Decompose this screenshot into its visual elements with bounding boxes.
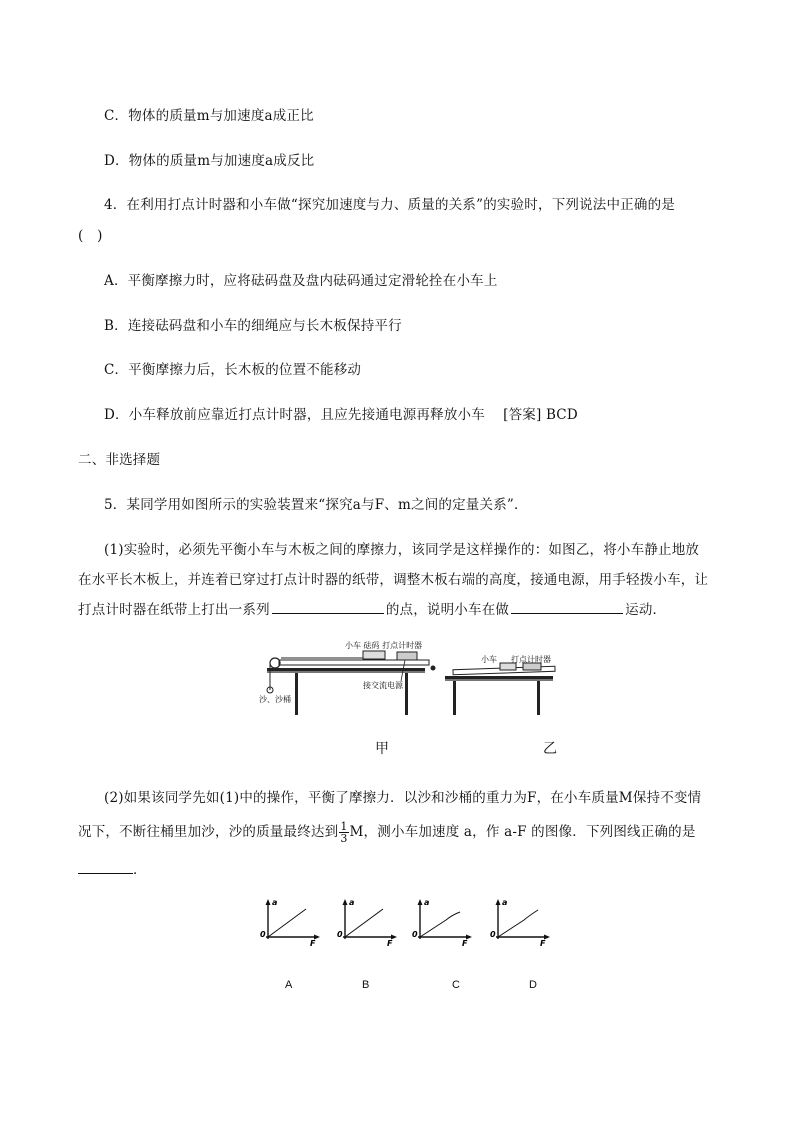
q5-part1-line3 xyxy=(78,598,666,618)
option-label-b: B xyxy=(362,979,370,991)
y-axis-label: a xyxy=(272,898,278,907)
y-axis-arrow xyxy=(266,899,271,905)
q5-part2-line3 xyxy=(78,858,147,878)
q4-option-a: A．平衡摩擦力时，应将砝码盘及盘内砝码通过定滑轮拴在小车上 xyxy=(104,273,498,289)
fraction-denominator: 3 xyxy=(340,832,348,845)
option-label-d: D xyxy=(529,979,537,991)
y-axis-arrow xyxy=(343,899,348,905)
answer-blank[interactable] xyxy=(272,601,384,614)
q3-option-c: C．物体的质量m与加速度a成正比 xyxy=(104,108,314,124)
x-axis-label: F xyxy=(310,939,316,948)
label-cart: 小车 xyxy=(481,655,497,664)
graph-option-c xyxy=(412,898,472,948)
q4-stem: 4．在利用打点计时器和小车做“探究加速度与力、质量的关系”的实验时，下列说法中正确的是 xyxy=(104,197,675,213)
answer-blank[interactable] xyxy=(78,861,133,874)
y-axis-label: a xyxy=(424,898,430,907)
label-sand-bucket: 沙、沙桶 xyxy=(259,695,291,704)
graph-option-b xyxy=(337,898,397,948)
y-axis-arrow xyxy=(496,899,501,905)
label-cart-weight-timer: 小车 砝码 打点计时器 xyxy=(345,641,423,650)
y-axis-label: a xyxy=(349,898,355,907)
y-axis-label: a xyxy=(502,898,508,907)
x-axis-label: F xyxy=(387,939,393,948)
text: 的点，说明小车在做 xyxy=(385,602,510,618)
graph-curve xyxy=(268,909,306,937)
origin-label: 0 xyxy=(412,930,418,939)
origin-label: 0 xyxy=(490,930,496,939)
q4-paren: ( ) xyxy=(78,228,103,244)
origin-label: 0 xyxy=(337,930,343,939)
q5-part1-line2: 在水平长木板上，并连着已穿过打点计时器的纸带，调整木板右端的高度，接通电源，用手轻拨小车，让 xyxy=(78,572,709,588)
caption-yi: 乙 xyxy=(543,741,557,757)
fraction-numerator: 1 xyxy=(340,820,348,833)
label-timer: 打点计时器 xyxy=(511,655,551,664)
q4-option-c: C．平衡摩擦力后，长木板的位置不能移动 xyxy=(104,362,362,378)
graph-option-a xyxy=(260,898,320,948)
q5-part2-line2 xyxy=(78,820,696,844)
option-label-a: A xyxy=(285,979,293,991)
text: ． xyxy=(133,862,147,878)
q4-option-d: D．小车释放前应靠近打点计时器，且应先接通电源再释放小车 [答案] BCD xyxy=(104,407,578,423)
q3-option-d: D．物体的质量m与加速度a成反比 xyxy=(104,153,315,169)
caption-jia: 甲 xyxy=(375,741,389,757)
text: 打点计时器在纸带上打出一系列 xyxy=(78,602,270,618)
q5-stem: 5．某同学用如图所示的实验装置来“探究a与F、m之间的定量关系”． xyxy=(104,497,528,513)
y-axis-arrow xyxy=(418,899,423,905)
fraction xyxy=(339,821,348,844)
q5-part2-line1: (2)如果该同学先如(1)中的操作，平衡了摩擦力．以沙和沙桶的重力为F，在小车质量M保持不变情 xyxy=(104,790,702,806)
q4-option-b: B．连接砝码盘和小车的细绳应与长木板保持平行 xyxy=(104,318,402,334)
q5-part1-line1: (1)实验时，必须先平衡小车与木板之间的摩擦力，该同学是这样操作的：如图乙，将小车静止地放 xyxy=(104,542,700,558)
graph-curve xyxy=(345,909,383,937)
graph-curve xyxy=(420,912,460,937)
x-axis-label: F xyxy=(540,939,546,948)
graph-option-d xyxy=(490,898,550,948)
section-heading: 二、非选择题 xyxy=(78,452,161,468)
label-ac-power: 接交流电源 xyxy=(363,681,403,690)
text: M，测小车加速度 a，作 a-F 的图像．下列图线正确的是 xyxy=(349,824,696,840)
origin-label: 0 xyxy=(260,930,266,939)
graph-options xyxy=(258,895,578,955)
option-label-c: C xyxy=(452,979,460,991)
apparatus-figure xyxy=(255,638,565,718)
text: 运动． xyxy=(625,602,667,618)
graph-curve xyxy=(498,910,538,937)
text: 况下，不断往桶里加沙，沙的质量最终达到 xyxy=(78,824,339,840)
answer-blank[interactable] xyxy=(511,601,623,614)
x-axis-label: F xyxy=(462,939,468,948)
